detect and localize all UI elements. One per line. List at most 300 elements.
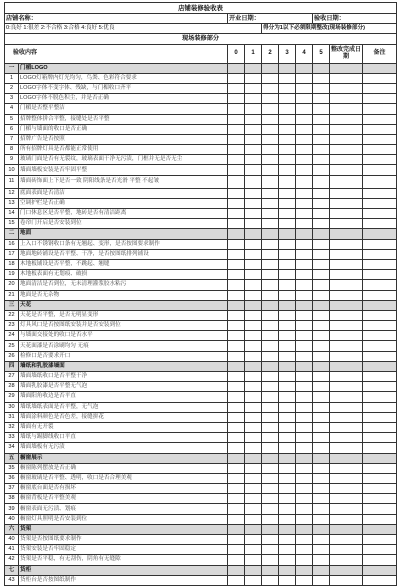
score-cell[interactable]	[228, 73, 245, 83]
deadline-cell[interactable]	[330, 239, 363, 249]
deadline-cell[interactable]	[330, 555, 363, 565]
score-cell[interactable]	[313, 280, 330, 290]
score-cell[interactable]	[313, 422, 330, 432]
score-cell[interactable]	[313, 392, 330, 402]
score-cell[interactable]	[296, 83, 313, 93]
score-cell[interactable]	[228, 412, 245, 422]
score-cell[interactable]	[228, 535, 245, 545]
score-cell[interactable]	[262, 504, 279, 514]
score-cell[interactable]	[313, 124, 330, 134]
deadline-cell[interactable]	[330, 104, 363, 114]
score-cell[interactable]	[228, 124, 245, 134]
score-cell[interactable]	[228, 382, 245, 392]
score-cell[interactable]	[313, 555, 330, 565]
score-cell[interactable]	[279, 209, 296, 219]
deadline-cell[interactable]	[330, 175, 363, 188]
score-cell[interactable]	[279, 535, 296, 545]
score-cell[interactable]	[296, 422, 313, 432]
deadline-cell[interactable]	[330, 290, 363, 300]
remark-cell[interactable]	[363, 504, 397, 514]
score-cell[interactable]	[279, 104, 296, 114]
score-cell[interactable]	[296, 372, 313, 382]
remark-cell[interactable]	[363, 134, 397, 144]
remark-cell[interactable]	[363, 555, 397, 565]
score-cell[interactable]	[228, 175, 245, 188]
score-cell[interactable]	[228, 463, 245, 473]
score-cell[interactable]	[262, 124, 279, 134]
score-cell[interactable]	[313, 382, 330, 392]
score-cell[interactable]	[262, 412, 279, 422]
score-cell[interactable]	[313, 155, 330, 165]
remark-cell[interactable]	[363, 175, 397, 188]
score-cell[interactable]	[228, 198, 245, 208]
score-cell[interactable]	[262, 575, 279, 585]
remark-cell[interactable]	[363, 209, 397, 219]
score-cell[interactable]	[313, 484, 330, 494]
score-cell[interactable]	[245, 83, 262, 93]
score-cell[interactable]	[296, 494, 313, 504]
score-cell[interactable]	[279, 310, 296, 320]
score-cell[interactable]	[228, 259, 245, 269]
score-cell[interactable]	[296, 270, 313, 280]
score-cell[interactable]	[262, 473, 279, 483]
score-cell[interactable]	[228, 392, 245, 402]
deadline-cell[interactable]	[330, 422, 363, 432]
score-cell[interactable]	[245, 514, 262, 524]
deadline-cell[interactable]	[330, 331, 363, 341]
score-cell[interactable]	[262, 290, 279, 300]
deadline-cell[interactable]	[330, 209, 363, 219]
score-cell[interactable]	[245, 402, 262, 412]
score-cell[interactable]	[262, 341, 279, 351]
score-cell[interactable]	[279, 73, 296, 83]
score-cell[interactable]	[296, 484, 313, 494]
score-cell[interactable]	[279, 249, 296, 259]
remark-cell[interactable]	[363, 310, 397, 320]
remark-cell[interactable]	[363, 433, 397, 443]
remark-cell[interactable]	[363, 114, 397, 124]
score-cell[interactable]	[296, 290, 313, 300]
remark-cell[interactable]	[363, 73, 397, 83]
score-cell[interactable]	[279, 412, 296, 422]
deadline-cell[interactable]	[330, 484, 363, 494]
remark-cell[interactable]	[363, 94, 397, 104]
score-cell[interactable]	[279, 198, 296, 208]
score-cell[interactable]	[262, 270, 279, 280]
score-cell[interactable]	[262, 402, 279, 412]
score-cell[interactable]	[228, 94, 245, 104]
score-cell[interactable]	[245, 124, 262, 134]
score-cell[interactable]	[279, 494, 296, 504]
score-cell[interactable]	[313, 198, 330, 208]
score-cell[interactable]	[313, 433, 330, 443]
score-cell[interactable]	[262, 494, 279, 504]
score-cell[interactable]	[279, 83, 296, 93]
score-cell[interactable]	[245, 290, 262, 300]
score-cell[interactable]	[228, 473, 245, 483]
score-cell[interactable]	[245, 382, 262, 392]
score-cell[interactable]	[228, 165, 245, 175]
score-cell[interactable]	[262, 239, 279, 249]
remark-cell[interactable]	[363, 331, 397, 341]
score-cell[interactable]	[279, 134, 296, 144]
score-cell[interactable]	[313, 575, 330, 585]
score-cell[interactable]	[279, 331, 296, 341]
score-cell[interactable]	[228, 104, 245, 114]
score-cell[interactable]	[313, 290, 330, 300]
score-cell[interactable]	[313, 341, 330, 351]
score-cell[interactable]	[279, 114, 296, 124]
score-cell[interactable]	[245, 270, 262, 280]
score-cell[interactable]	[279, 270, 296, 280]
remark-cell[interactable]	[363, 535, 397, 545]
score-cell[interactable]	[228, 249, 245, 259]
score-cell[interactable]	[296, 94, 313, 104]
score-cell[interactable]	[296, 535, 313, 545]
score-cell[interactable]	[313, 321, 330, 331]
score-cell[interactable]	[313, 545, 330, 555]
score-cell[interactable]	[296, 249, 313, 259]
deadline-cell[interactable]	[330, 433, 363, 443]
score-cell[interactable]	[245, 321, 262, 331]
score-cell[interactable]	[245, 422, 262, 432]
deadline-cell[interactable]	[330, 124, 363, 134]
score-cell[interactable]	[245, 114, 262, 124]
remark-cell[interactable]	[363, 443, 397, 453]
score-cell[interactable]	[245, 443, 262, 453]
score-cell[interactable]	[262, 73, 279, 83]
score-cell[interactable]	[279, 188, 296, 198]
score-cell[interactable]	[228, 422, 245, 432]
score-cell[interactable]	[279, 290, 296, 300]
score-cell[interactable]	[313, 73, 330, 83]
score-cell[interactable]	[262, 372, 279, 382]
score-cell[interactable]	[313, 209, 330, 219]
score-cell[interactable]	[262, 443, 279, 453]
score-cell[interactable]	[313, 104, 330, 114]
remark-cell[interactable]	[363, 422, 397, 432]
score-cell[interactable]	[279, 504, 296, 514]
score-cell[interactable]	[313, 175, 330, 188]
score-cell[interactable]	[245, 433, 262, 443]
score-cell[interactable]	[279, 341, 296, 351]
score-cell[interactable]	[313, 331, 330, 341]
score-cell[interactable]	[296, 73, 313, 83]
deadline-cell[interactable]	[330, 310, 363, 320]
remark-cell[interactable]	[363, 351, 397, 361]
score-cell[interactable]	[279, 175, 296, 188]
remark-cell[interactable]	[363, 104, 397, 114]
score-cell[interactable]	[279, 239, 296, 249]
score-cell[interactable]	[228, 341, 245, 351]
score-cell[interactable]	[245, 73, 262, 83]
remark-cell[interactable]	[363, 155, 397, 165]
score-cell[interactable]	[296, 351, 313, 361]
deadline-cell[interactable]	[330, 504, 363, 514]
remark-cell[interactable]	[363, 392, 397, 402]
deadline-cell[interactable]	[330, 114, 363, 124]
score-cell[interactable]	[296, 555, 313, 565]
score-cell[interactable]	[296, 198, 313, 208]
score-cell[interactable]	[279, 402, 296, 412]
score-cell[interactable]	[262, 433, 279, 443]
deadline-cell[interactable]	[330, 575, 363, 585]
score-cell[interactable]	[228, 155, 245, 165]
score-cell[interactable]	[245, 372, 262, 382]
score-cell[interactable]	[245, 494, 262, 504]
deadline-cell[interactable]	[330, 372, 363, 382]
score-cell[interactable]	[296, 321, 313, 331]
score-cell[interactable]	[245, 219, 262, 229]
score-cell[interactable]	[228, 188, 245, 198]
remark-cell[interactable]	[363, 83, 397, 93]
score-cell[interactable]	[245, 535, 262, 545]
score-cell[interactable]	[279, 443, 296, 453]
remark-cell[interactable]	[363, 124, 397, 134]
deadline-cell[interactable]	[330, 134, 363, 144]
score-cell[interactable]	[228, 239, 245, 249]
score-cell[interactable]	[262, 219, 279, 229]
score-cell[interactable]	[262, 484, 279, 494]
score-cell[interactable]	[296, 209, 313, 219]
remark-cell[interactable]	[363, 463, 397, 473]
score-cell[interactable]	[262, 555, 279, 565]
score-cell[interactable]	[245, 331, 262, 341]
score-cell[interactable]	[228, 219, 245, 229]
score-cell[interactable]	[296, 443, 313, 453]
score-cell[interactable]	[228, 280, 245, 290]
score-cell[interactable]	[245, 145, 262, 155]
score-cell[interactable]	[296, 219, 313, 229]
deadline-cell[interactable]	[330, 145, 363, 155]
deadline-cell[interactable]	[330, 270, 363, 280]
score-cell[interactable]	[279, 321, 296, 331]
score-cell[interactable]	[245, 473, 262, 483]
score-cell[interactable]	[262, 280, 279, 290]
score-cell[interactable]	[279, 433, 296, 443]
deadline-cell[interactable]	[330, 494, 363, 504]
score-cell[interactable]	[228, 575, 245, 585]
remark-cell[interactable]	[363, 165, 397, 175]
score-cell[interactable]	[296, 165, 313, 175]
score-cell[interactable]	[228, 351, 245, 361]
score-cell[interactable]	[313, 239, 330, 249]
score-cell[interactable]	[313, 249, 330, 259]
remark-cell[interactable]	[363, 270, 397, 280]
score-cell[interactable]	[279, 463, 296, 473]
deadline-cell[interactable]	[330, 73, 363, 83]
score-cell[interactable]	[262, 155, 279, 165]
deadline-cell[interactable]	[330, 321, 363, 331]
score-cell[interactable]	[228, 270, 245, 280]
score-cell[interactable]	[296, 473, 313, 483]
score-cell[interactable]	[313, 145, 330, 155]
deadline-cell[interactable]	[330, 198, 363, 208]
score-cell[interactable]	[228, 443, 245, 453]
score-cell[interactable]	[262, 114, 279, 124]
score-cell[interactable]	[279, 124, 296, 134]
remark-cell[interactable]	[363, 280, 397, 290]
score-cell[interactable]	[245, 463, 262, 473]
deadline-cell[interactable]	[330, 473, 363, 483]
score-cell[interactable]	[245, 155, 262, 165]
score-cell[interactable]	[296, 114, 313, 124]
score-cell[interactable]	[245, 198, 262, 208]
score-cell[interactable]	[228, 321, 245, 331]
score-cell[interactable]	[228, 209, 245, 219]
deadline-cell[interactable]	[330, 280, 363, 290]
score-cell[interactable]	[245, 504, 262, 514]
score-cell[interactable]	[245, 249, 262, 259]
score-cell[interactable]	[296, 504, 313, 514]
remark-cell[interactable]	[363, 239, 397, 249]
score-cell[interactable]	[228, 83, 245, 93]
deadline-cell[interactable]	[330, 463, 363, 473]
score-cell[interactable]	[262, 382, 279, 392]
remark-cell[interactable]	[363, 484, 397, 494]
score-cell[interactable]	[313, 494, 330, 504]
score-cell[interactable]	[279, 514, 296, 524]
score-cell[interactable]	[228, 290, 245, 300]
score-cell[interactable]	[279, 351, 296, 361]
score-cell[interactable]	[245, 351, 262, 361]
score-cell[interactable]	[279, 392, 296, 402]
deadline-cell[interactable]	[330, 382, 363, 392]
score-cell[interactable]	[262, 134, 279, 144]
score-cell[interactable]	[228, 494, 245, 504]
score-cell[interactable]	[245, 134, 262, 144]
deadline-cell[interactable]	[330, 83, 363, 93]
score-cell[interactable]	[262, 392, 279, 402]
score-cell[interactable]	[228, 555, 245, 565]
deadline-cell[interactable]	[330, 392, 363, 402]
score-cell[interactable]	[279, 165, 296, 175]
remark-cell[interactable]	[363, 321, 397, 331]
remark-cell[interactable]	[363, 514, 397, 524]
remark-cell[interactable]	[363, 259, 397, 269]
score-cell[interactable]	[296, 175, 313, 188]
score-cell[interactable]	[245, 310, 262, 320]
score-cell[interactable]	[313, 351, 330, 361]
score-cell[interactable]	[313, 114, 330, 124]
score-cell[interactable]	[279, 280, 296, 290]
score-cell[interactable]	[296, 104, 313, 114]
score-cell[interactable]	[228, 134, 245, 144]
score-cell[interactable]	[245, 575, 262, 585]
score-cell[interactable]	[279, 575, 296, 585]
remark-cell[interactable]	[363, 249, 397, 259]
score-cell[interactable]	[279, 219, 296, 229]
remark-cell[interactable]	[363, 575, 397, 585]
score-cell[interactable]	[296, 433, 313, 443]
score-cell[interactable]	[296, 382, 313, 392]
score-cell[interactable]	[279, 484, 296, 494]
remark-cell[interactable]	[363, 494, 397, 504]
score-cell[interactable]	[262, 535, 279, 545]
score-cell[interactable]	[279, 145, 296, 155]
score-cell[interactable]	[245, 484, 262, 494]
score-cell[interactable]	[262, 545, 279, 555]
deadline-cell[interactable]	[330, 259, 363, 269]
score-cell[interactable]	[245, 259, 262, 269]
score-cell[interactable]	[228, 514, 245, 524]
score-cell[interactable]	[245, 545, 262, 555]
remark-cell[interactable]	[363, 372, 397, 382]
score-cell[interactable]	[262, 310, 279, 320]
deadline-cell[interactable]	[330, 165, 363, 175]
score-cell[interactable]	[262, 463, 279, 473]
score-cell[interactable]	[262, 514, 279, 524]
score-cell[interactable]	[296, 514, 313, 524]
score-cell[interactable]	[296, 341, 313, 351]
score-cell[interactable]	[279, 259, 296, 269]
score-cell[interactable]	[245, 341, 262, 351]
remark-cell[interactable]	[363, 341, 397, 351]
deadline-cell[interactable]	[330, 94, 363, 104]
score-cell[interactable]	[313, 504, 330, 514]
score-cell[interactable]	[262, 94, 279, 104]
score-cell[interactable]	[262, 249, 279, 259]
score-cell[interactable]	[228, 545, 245, 555]
score-cell[interactable]	[245, 555, 262, 565]
score-cell[interactable]	[262, 351, 279, 361]
score-cell[interactable]	[245, 94, 262, 104]
score-cell[interactable]	[245, 175, 262, 188]
deadline-cell[interactable]	[330, 249, 363, 259]
deadline-cell[interactable]	[330, 514, 363, 524]
remark-cell[interactable]	[363, 402, 397, 412]
score-cell[interactable]	[313, 270, 330, 280]
deadline-cell[interactable]	[330, 412, 363, 422]
score-cell[interactable]	[262, 104, 279, 114]
deadline-cell[interactable]	[330, 219, 363, 229]
score-cell[interactable]	[313, 134, 330, 144]
score-cell[interactable]	[245, 239, 262, 249]
score-cell[interactable]	[245, 392, 262, 402]
score-cell[interactable]	[228, 402, 245, 412]
score-cell[interactable]	[262, 259, 279, 269]
score-cell[interactable]	[296, 331, 313, 341]
score-cell[interactable]	[313, 402, 330, 412]
score-cell[interactable]	[313, 165, 330, 175]
score-cell[interactable]	[262, 145, 279, 155]
score-cell[interactable]	[313, 535, 330, 545]
remark-cell[interactable]	[363, 198, 397, 208]
score-cell[interactable]	[262, 175, 279, 188]
deadline-cell[interactable]	[330, 155, 363, 165]
score-cell[interactable]	[262, 198, 279, 208]
score-cell[interactable]	[228, 331, 245, 341]
score-cell[interactable]	[296, 145, 313, 155]
score-cell[interactable]	[296, 124, 313, 134]
deadline-cell[interactable]	[330, 351, 363, 361]
score-cell[interactable]	[296, 259, 313, 269]
score-cell[interactable]	[245, 280, 262, 290]
remark-cell[interactable]	[363, 412, 397, 422]
score-cell[interactable]	[296, 134, 313, 144]
score-cell[interactable]	[228, 114, 245, 124]
score-cell[interactable]	[262, 83, 279, 93]
score-cell[interactable]	[228, 433, 245, 443]
score-cell[interactable]	[279, 372, 296, 382]
score-cell[interactable]	[296, 280, 313, 290]
remark-cell[interactable]	[363, 145, 397, 155]
score-cell[interactable]	[279, 422, 296, 432]
score-cell[interactable]	[245, 104, 262, 114]
score-cell[interactable]	[279, 94, 296, 104]
score-cell[interactable]	[228, 504, 245, 514]
remark-cell[interactable]	[363, 219, 397, 229]
